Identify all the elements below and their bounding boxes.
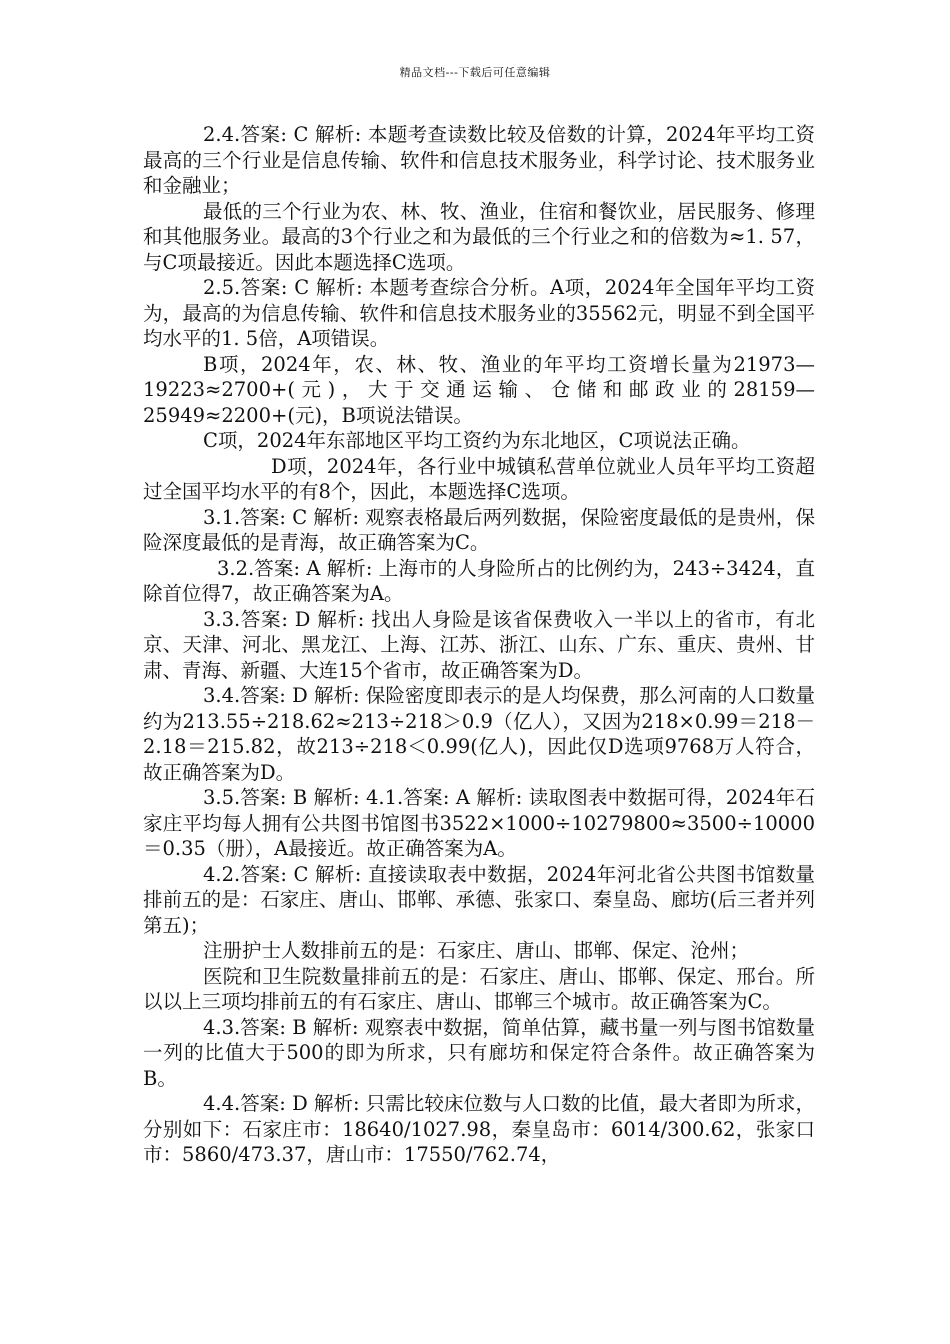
paragraph: 4.2.答案: C 解析: 直接读取表中数据，2024年河北省公共图书馆数量排前五的是：石家庄、唐山、邯郸、承德、张家口、秦皇岛、廊坊(后三者并列第五)； (143, 862, 815, 937)
paragraph: D项，2024年，各行业中城镇私营单位就业人员年平均工资超过全国平均水平的有8个，因此，本题选择C选项。 (143, 454, 815, 503)
paragraph: 3.5.答案: B 解析: 4.1.答案: A 解析: 读取图表中数据可得，2024年石家庄平均每人拥有公共图书馆图书3522×1000÷10279800≈3500÷10000＝0.35（册），A最接近。故正确答案为A。 (143, 786, 815, 860)
document-body (143, 122, 815, 1168)
paragraph: 注册护士人数排前五的是：石家庄、唐山、邯郸、保定、沧州； (203, 939, 750, 962)
paragraph: 4.3.答案: B 解析: 观察表中数据，简单估算，藏书量一列与图书馆数量一列的比值大于500的即为所求，只有廊坊和保定符合条件。故正确答案为B。 (143, 1015, 815, 1090)
paragraph: 3.4.答案: D 解析: 保险密度即表示的是人均保费，那么河南的人口数量约为213.55÷218.62≈213÷218＞0.9（亿人），又因为218×0.99＝218－2.18＝215.82，故213÷218＜0.99(亿人)，因此仅D选项9768万人符合，故正确答案为D。 (143, 684, 815, 784)
paragraph: 3.1.答案: C 解析: 观察表格最后两列数据，保险密度最低的是贵州，保险深度最低的是青海，故正确答案为C。 (143, 505, 815, 554)
paragraph: C项，2024年东部地区平均工资约为东北地区，C项说法正确。 (203, 429, 751, 452)
paragraph: 2.5.答案: C 解析: 本题考查综合分析。A项，2024年全国年平均工资为，最高的为信息传输、软件和信息技术服务业的35562元，明显不到全国平均水平的1. 5倍，A项错误。 (143, 276, 815, 350)
page-header: 精品文档---下载后可任意编辑 (399, 66, 551, 79)
paragraph: 4.4.答案: D 解析: 只需比较床位数与人口数的比值，最大者即为所求，分别如下：石家庄市：18640/1027.98，秦皇岛市：6014/300.62，张家口市：5860/473.37，唐山市：17550/762.74， (143, 1092, 815, 1166)
paragraph: 3.3.答案: D 解析: 找出人身险是该省保费收入一半以上的省市，有北京、天津、河北、黑龙江、上海、江苏、浙江、山东、广东、重庆、贵州、甘肃、青海、新疆、大连15个省市，故正确答案为D。 (143, 607, 815, 682)
paragraph: 医院和卫生院数量排前五的是：石家庄、唐山、邯郸、保定、邢台。所以以上三项均排前五的有石家庄、唐山、邯郸三个城市。故正确答案为C。 (143, 964, 815, 1013)
paragraph: B项，2024年，农、林、牧、渔业的年平均工资增长量为21973—19223≈2700+(元)，大于交通运输、仓储和邮政业的28159—25949≈2200+(元)，B项说法错误。 (143, 352, 815, 427)
paragraph: 3.2.答案: A 解析: 上海市的人身险所占的比例约为，243÷3424，直除首位得7，故正确答案为A。 (143, 556, 815, 605)
paragraph: 最低的三个行业为农、林、牧、渔业，住宿和餐饮业，居民服务、修理和其他服务业。最高的3个行业之和为最低的三个行业之和的倍数为≈1. 57，与C项最接近。因此本题选择C选项。 (143, 199, 815, 274)
paragraph: 2.4.答案: C 解析: 本题考查读数比较及倍数的计算，2024年平均工资最高的三个行业是信息传输、软件和信息技术服务业，科学讨论、技术服务业和金融业； (143, 123, 815, 197)
